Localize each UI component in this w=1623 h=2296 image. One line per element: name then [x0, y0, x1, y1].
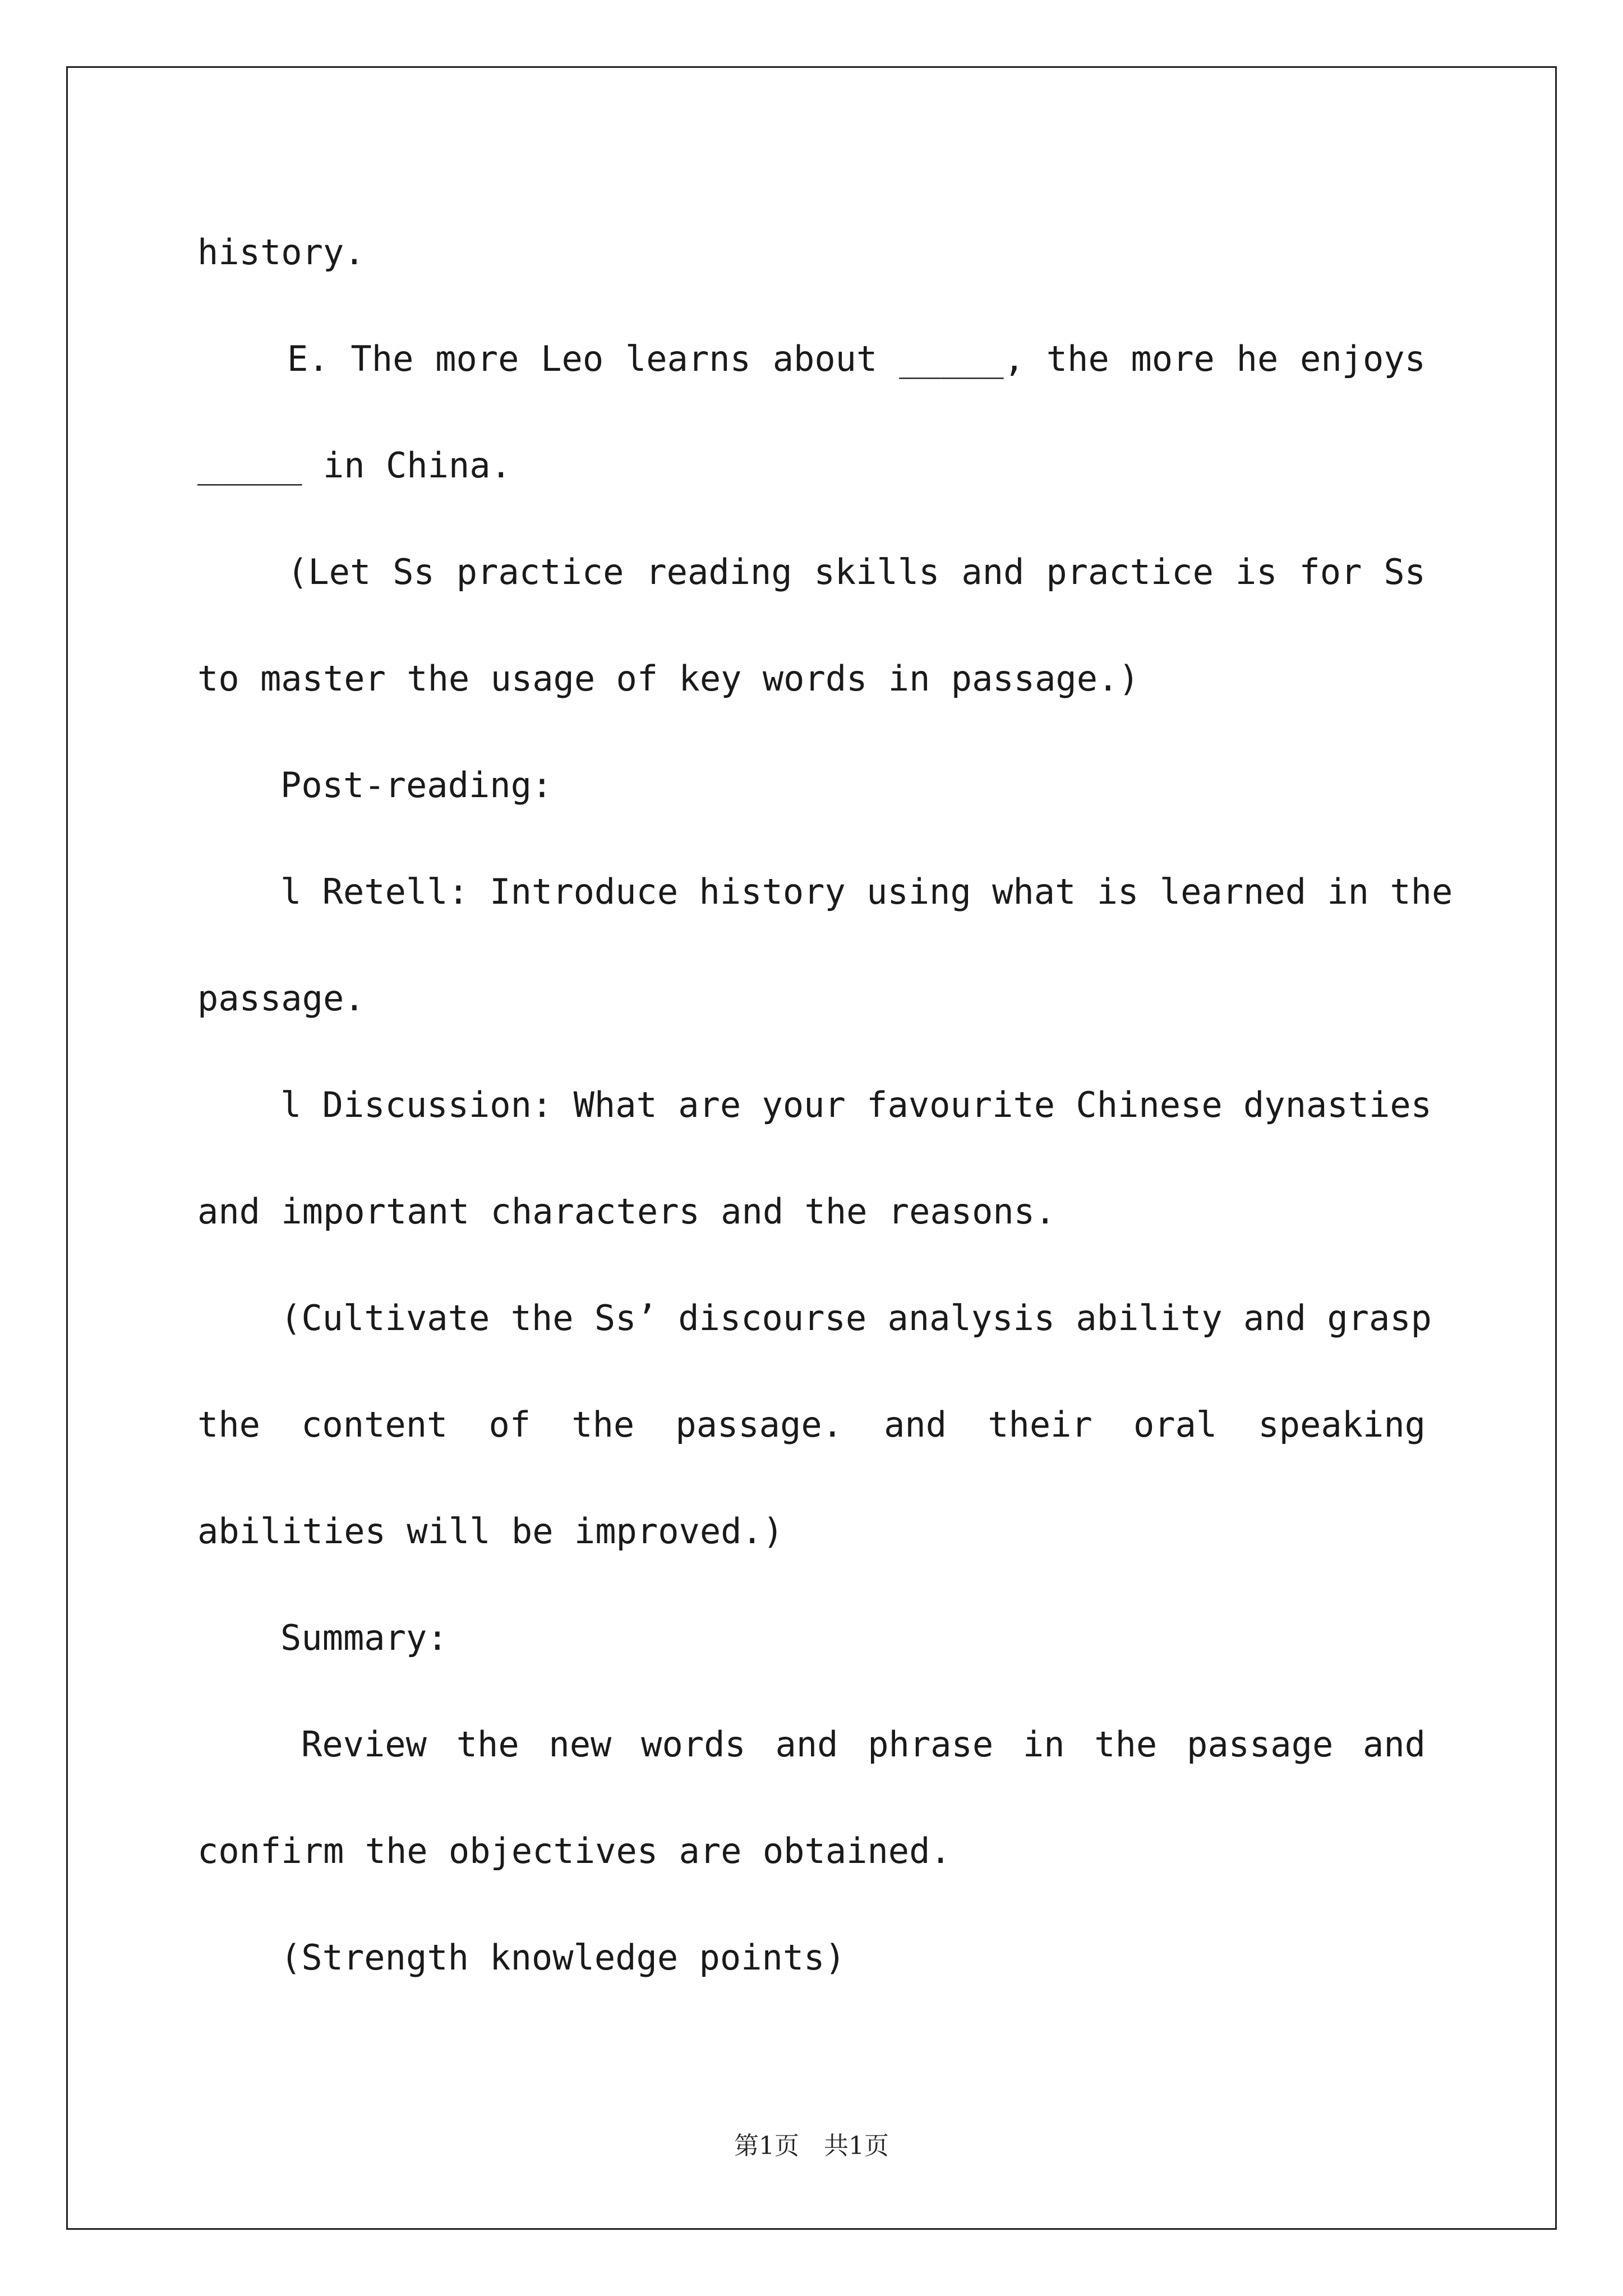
text-line: abilities will be improved.) — [197, 1511, 784, 1552]
text-line: passage. — [197, 978, 365, 1019]
text-line: Review the new words and phrase in the passage and — [301, 1724, 1426, 1765]
text-line: (Cultivate the Ss’ discourse analysis ability and grasp — [280, 1297, 1432, 1338]
text-line: _____ in China. — [197, 445, 511, 486]
text-line: (Strength knowledge points) — [280, 1937, 846, 1978]
text-line: E. The more Leo learns about _____, the more he enjoys — [287, 338, 1426, 379]
text-line: confirm the objectives are obtained. — [197, 1830, 951, 1871]
text-line: history. — [197, 232, 365, 273]
text-line: the content of the passage. and their oral speaking — [197, 1404, 1426, 1445]
section-heading: Post-reading: — [280, 765, 553, 806]
page-border — [66, 66, 1557, 2230]
page-number-footer: 第1页 共1页 — [734, 2132, 889, 2160]
text-line: (Let Ss practice reading skills and practice is for Ss — [287, 551, 1426, 592]
text-line: to master the usage of key words in passage.) — [197, 658, 1140, 699]
text-line: and important characters and the reasons. — [197, 1191, 1056, 1232]
text-line: l Discussion: What are your favourite Chinese dynasties — [280, 1084, 1432, 1125]
section-heading: Summary: — [280, 1617, 448, 1658]
text-line: l Retell: Introduce history using what is learned in the — [280, 871, 1453, 912]
